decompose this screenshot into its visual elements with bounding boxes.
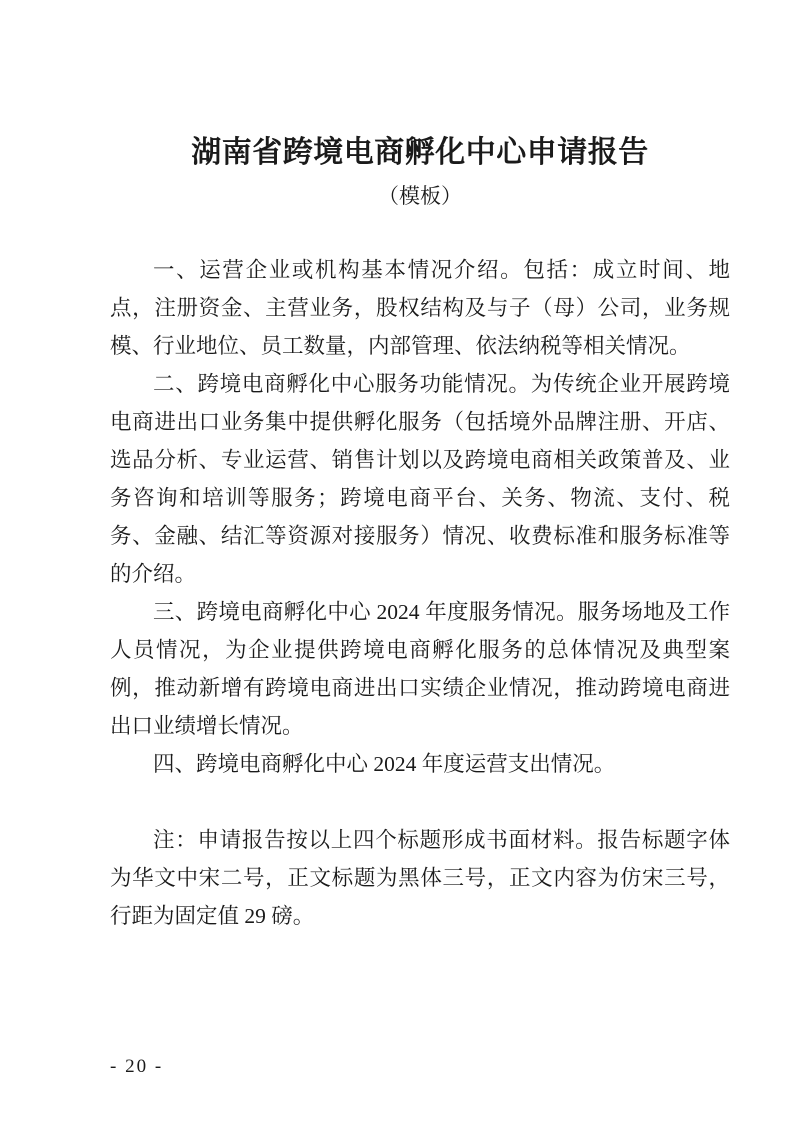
paragraph-section-1: 一、运营企业或机构基本情况介绍。包括：成立时间、地点，注册资金、主营业务，股权结构及与子（母）公司，业务规模、行业地位、员工数量，内部管理、依法纳税等相关情况。 bbox=[110, 258, 730, 358]
document-subtitle: （模板） bbox=[378, 184, 462, 208]
paragraph-section-2: 二、跨境电商孵化中心服务功能情况。为传统企业开展跨境电商进出口业务集中提供孵化服务（包括境外品牌注册、开店、选品分析、专业运营、销售计划以及跨境电商相关政策普及、业务咨询和培训等服务；跨境电商平台、关务、物流、支付、税务、金融、结汇等资源对接服务）情况、收费标准和服务标准等的介绍。 bbox=[110, 372, 730, 586]
page-number: - 20 - bbox=[110, 1056, 164, 1077]
paragraph-section-4: 四、跨境电商孵化中心 2024 年度运营支出情况。 bbox=[153, 752, 616, 776]
note-paragraph: 注：申请报告按以上四个标题形成书面材料。报告标题字体为华文中宋二号，正文标题为黑体三号，正文内容为仿宋三号，行距为固定值 29 磅。 bbox=[110, 828, 730, 928]
document-body bbox=[110, 251, 730, 935]
paragraph-section-3: 三、跨境电商孵化中心 2024 年度服务情况。服务场地及工作人员情况，为企业提供跨境电商孵化服务的总体情况及典型案例，推动新增有跨境电商进出口实绩企业情况，推动跨境电商进出口业绩增长情况。 bbox=[110, 600, 730, 738]
document-title: 湖南省跨境电商孵化中心申请报告 bbox=[191, 136, 649, 169]
